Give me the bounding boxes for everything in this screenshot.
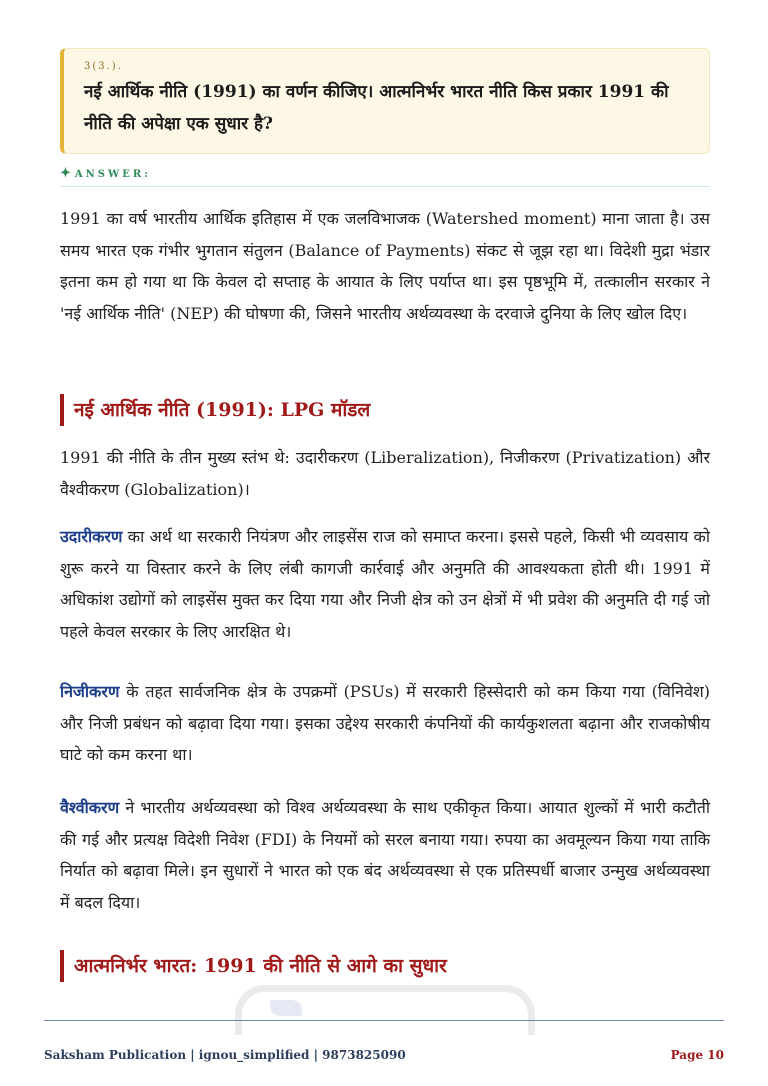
globalization-term: वैश्वीकरण	[60, 798, 120, 817]
intro-paragraph: 1991 का वर्ष भारतीय आर्थिक इतिहास में एक जलविभाजक (Watershed moment) माना जाता है। उस समय भारत एक गंभीर भुगतान संतुलन (Balance of Payments) संकट से जूझ रहा था। विदेशी मुद्रा भंडार इतना कम हो गया था कि केवल दो सप्ताह के आयात के लिए पर्याप्त था। इस पृष्ठभूमि में, तत्कालीन सरकार ने 'नई आर्थिक नीति' (NEP) की घोषणा की, जिसने भारतीय अर्थव्यवस्था के दरवाजे दुनिया के लिए खोल दिए।	[60, 209, 710, 323]
privatization-term: निजीकरण	[60, 682, 120, 701]
globalization-paragraph	[60, 792, 710, 918]
privatization-paragraph	[60, 676, 710, 771]
sparkle-icon: ✦	[60, 166, 71, 181]
section-heading-atmanirbhar: आत्मनिर्भर भारत: 1991 की नीति से आगे का सुधार	[60, 950, 710, 982]
liberalization-paragraph	[60, 521, 710, 647]
answer-divider	[60, 186, 710, 187]
globalization-text: ने भारतीय अर्थव्यवस्था को विश्व अर्थव्यवस्था के साथ एकीकृत किया। आयात शुल्कों में भारी कटौती की गई और प्रत्यक्ष विदेशी निवेश (FDI) के नियमों को सरल बनाया गया। रुपया का अवमूल्यन किया गया ताकि निर्यात को बढ़ावा मिले। इन सुधारों ने भारत को एक बंद अर्थव्यवस्था से एक प्रतिस्पर्धी बाजार उन्मुख अर्थव्यवस्था में बदल दिया।	[60, 798, 710, 912]
section-heading-lpg: नई आर्थिक नीति (1991): LPG मॉडल	[60, 394, 710, 426]
answer-label	[60, 166, 151, 181]
liberalization-term: उदारीकरण	[60, 527, 123, 546]
question-box	[60, 48, 710, 154]
answer-label-text: ANSWER:	[74, 169, 151, 180]
privatization-text: के तहत सार्वजनिक क्षेत्र के उपक्रमों (PSUs) में सरकारी हिस्सेदारी को कम किया गया (विनिवेश) और निजी प्रबंधन को बढ़ावा दिया गया। इसका उद्देश्य सरकारी कंपनियों की कार्यकुशलता बढ़ाना और राजकोषीय घाटे को कम करना था।	[60, 682, 710, 764]
question-number: 3(3.).	[84, 61, 123, 72]
page-number: Page 10	[670, 1048, 724, 1062]
footer-publisher: Saksham Publication | ignou_simplified | 9873825090	[44, 1048, 406, 1062]
liberalization-text: का अर्थ था सरकारी नियंत्रण और लाइसेंस राज को समाप्त करना। इससे पहले, किसी भी व्यवसाय को शुरू करने या विस्तार करने के लिए लंबी कागजी कार्रवाई और अनुमति की आवश्यकता होती थी। 1991 में अधिकांश उद्योगों को लाइसेंस मुक्त कर दिया गया और निजी क्षेत्र को उन क्षेत्रों में भी प्रवेश की अनुमति दी गई जो पहले केवल सरकार के लिए आरक्षित थे।	[60, 527, 710, 641]
footer-divider	[44, 1020, 724, 1021]
question-text: नई आर्थिक नीति (1991) का वर्णन कीजिए। आत्मनिर्भर भारत नीति किस प्रकार 1991 की नीति की अपेक्षा एक सुधार है?	[84, 82, 669, 134]
lpg-lead-paragraph: 1991 की नीति के तीन मुख्य स्तंभ थे: उदारीकरण (Liberalization), निजीकरण (Privatization) और वैश्वीकरण (Globalization)।	[60, 448, 710, 499]
